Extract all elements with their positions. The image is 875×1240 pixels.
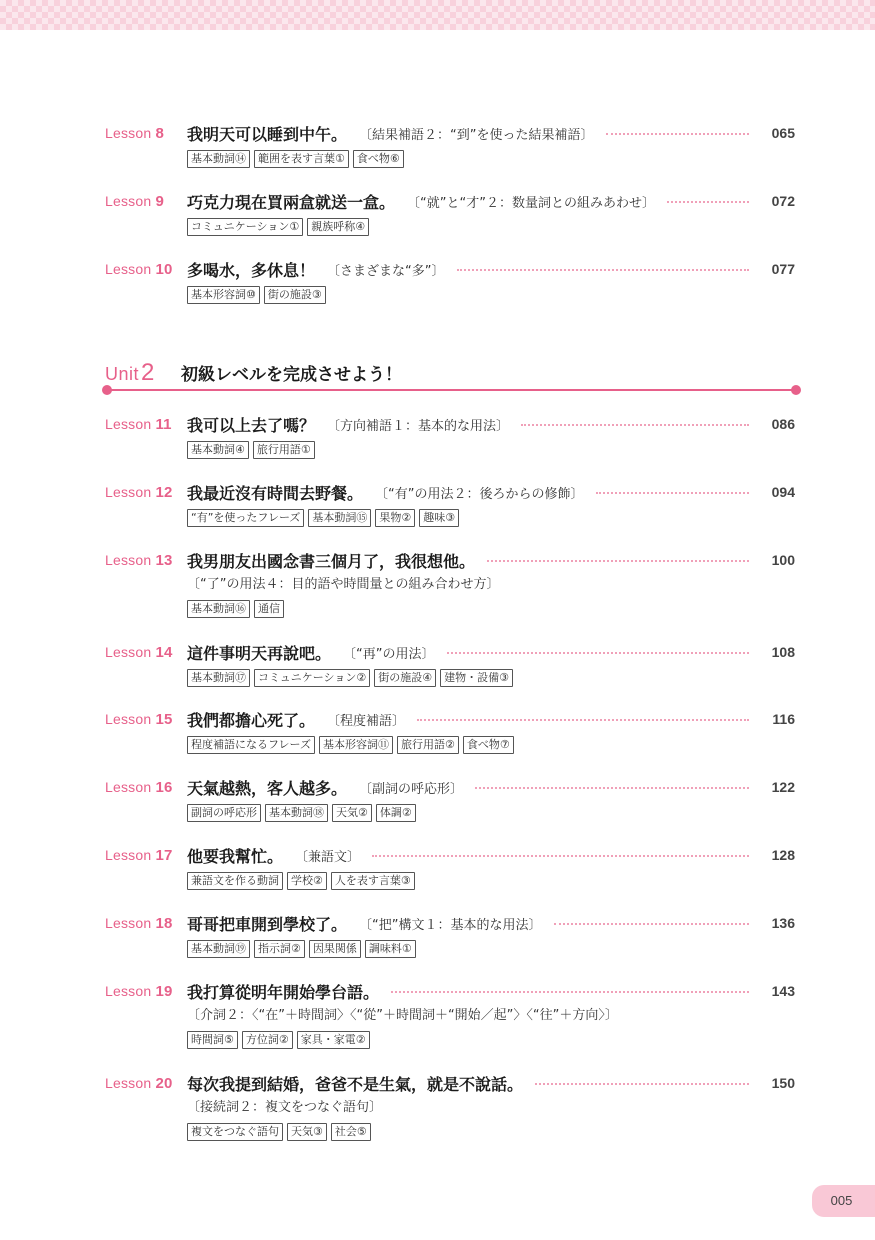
vocab-tag: 基本動詞⑰	[187, 669, 250, 687]
vocab-tag: 基本形容詞⑪	[319, 736, 393, 754]
vocab-tag: 食べ物⑥	[353, 150, 404, 168]
vocab-tags	[187, 872, 795, 890]
lesson-number: Lesson 17	[105, 846, 173, 864]
lesson-title: 我可以上去了嗎？	[187, 415, 316, 435]
lesson-number: Lesson 14	[105, 643, 173, 661]
vocab-tag: 街の施設④	[374, 669, 436, 687]
unit-title: 初級レベルを完成させよう！	[181, 365, 402, 385]
lesson-entry-11[interactable]	[105, 412, 795, 459]
leader-dots	[391, 991, 749, 993]
vocab-tags	[187, 736, 795, 754]
lesson-grammar-note: 〔“有”の用法２：後ろからの修飾〕	[375, 486, 584, 502]
vocab-tags	[187, 1031, 795, 1049]
lesson-page-number: 136	[771, 915, 795, 931]
vocab-tag: “有”を使ったフレーズ	[187, 509, 304, 527]
lesson-title: 他要我幫忙。	[187, 846, 284, 866]
lesson-page-number: 108	[771, 644, 795, 660]
vocab-tag: 複文をつなぐ語句	[187, 1123, 283, 1141]
lesson-title: 每次我提到結婚，爸爸不是生氣，就是不說話。	[187, 1074, 524, 1094]
leader-dots	[554, 923, 750, 925]
lesson-entry-18[interactable]	[105, 911, 795, 958]
unit-divider-dot-left	[102, 385, 112, 395]
lesson-page-number: 150	[771, 1075, 795, 1091]
lesson-page-number: 143	[771, 983, 795, 999]
vocab-tag: 食べ物⑦	[463, 736, 514, 754]
lesson-entry-9[interactable]	[105, 189, 795, 236]
lesson-number: Lesson 9	[105, 192, 164, 210]
leader-dots	[535, 1083, 749, 1085]
vocab-tag: 基本動詞⑯	[187, 600, 250, 618]
lesson-entry-17[interactable]	[105, 843, 795, 890]
lesson-number: Lesson 11	[105, 415, 172, 433]
leader-dots	[475, 787, 749, 789]
vocab-tag: 趣味③	[419, 509, 459, 527]
vocab-tag: 副詞の呼応形	[187, 804, 261, 822]
vocab-tag: 基本動詞⑱	[265, 804, 328, 822]
vocab-tag: 調味料①	[365, 940, 416, 958]
lesson-number: Lesson 20	[105, 1074, 173, 1092]
vocab-tag: 基本形容詞⑩	[187, 286, 260, 304]
lesson-title: 哥哥把車開到學校了。	[187, 914, 348, 934]
lesson-entry-14[interactable]	[105, 640, 795, 687]
lesson-grammar-note: 〔介詞２：〈“在”＋時間詞〉〈“從”＋時間詞＋“開始／起”〉〈“往”＋方向〉〕	[187, 1008, 618, 1023]
vocab-tag: 基本動詞④	[187, 441, 249, 459]
lesson-number: Lesson 18	[105, 914, 173, 932]
vocab-tag: 因果関係	[309, 940, 361, 958]
leader-dots	[667, 201, 749, 203]
lesson-page-number: 100	[771, 552, 795, 568]
unit-label: Unit2	[105, 359, 155, 386]
lesson-number: Lesson 15	[105, 710, 173, 728]
lesson-page-number: 116	[772, 711, 795, 727]
lesson-title: 天氣越熱，客人越多。	[187, 778, 348, 798]
checkered-header-band	[0, 0, 875, 30]
leader-dots	[596, 492, 750, 494]
unit-divider-dot-right	[791, 385, 801, 395]
lesson-page-number: 094	[771, 484, 795, 500]
lesson-entry-19[interactable]	[105, 979, 795, 1049]
lesson-entry-10[interactable]	[105, 257, 795, 304]
vocab-tags	[187, 509, 795, 527]
lesson-grammar-note: 〔“就”と“才”２：数量詞との組みあわせ〕	[407, 195, 655, 211]
leader-dots	[457, 269, 750, 271]
vocab-tag: 旅行用語①	[253, 441, 315, 459]
lesson-page-number: 077	[771, 261, 795, 277]
lesson-title: 我最近沒有時間去野餐。	[187, 483, 364, 503]
vocab-tag: コミュニケーション①	[187, 218, 303, 236]
lesson-page-number: 122	[771, 779, 795, 795]
vocab-tag: 天気②	[332, 804, 372, 822]
lesson-page-number: 128	[771, 847, 795, 863]
lesson-title: 這件事明天再說吧。	[187, 643, 332, 663]
lesson-grammar-note: 〔結果補語２：“到”を使った結果補語〕	[359, 127, 594, 143]
lesson-grammar-note: 〔兼語文〕	[295, 849, 361, 865]
vocab-tag: 範囲を表す言葉①	[254, 150, 349, 168]
vocab-tags	[187, 441, 795, 459]
vocab-tag: 時間詞⑤	[187, 1031, 238, 1049]
vocab-tags	[187, 218, 795, 236]
vocab-tag: 親族呼称④	[307, 218, 369, 236]
lesson-grammar-note: 〔接続詞２：複文をつなぐ語句〕	[187, 1100, 383, 1115]
vocab-tag: 基本動詞⑭	[187, 150, 250, 168]
lesson-title: 我男朋友出國念書三個月了，我很想他。	[187, 551, 476, 571]
lesson-number: Lesson 13	[105, 551, 173, 569]
vocab-tag: コミュニケーション②	[254, 669, 370, 687]
lesson-entry-15[interactable]	[105, 707, 795, 754]
vocab-tag: 通信	[254, 600, 284, 618]
lesson-grammar-note: 〔“了”の用法４：目的語や時間量との組み合わせ方〕	[187, 577, 500, 592]
vocab-tags	[187, 669, 795, 687]
vocab-tag: 建物・設備③	[440, 669, 513, 687]
vocab-tags	[187, 804, 795, 822]
vocab-tag: 体調②	[376, 804, 416, 822]
lesson-entry-16[interactable]	[105, 775, 795, 822]
vocab-tag: 方位詞②	[242, 1031, 293, 1049]
lesson-number: Lesson 12	[105, 483, 173, 501]
leader-dots	[606, 133, 750, 135]
lesson-title: 我打算從明年開始學台語。	[187, 982, 380, 1002]
lesson-page-number: 072	[771, 193, 795, 209]
vocab-tag: 人を表す言葉③	[331, 872, 415, 890]
vocab-tag: 学校②	[287, 872, 327, 890]
page-number-tab: 005	[812, 1185, 875, 1217]
lesson-number: Lesson 16	[105, 778, 173, 796]
lesson-grammar-note: 〔“把”構文１：基本的な用法〕	[359, 917, 542, 933]
lesson-grammar-note: 〔副詞の呼応形〕	[359, 781, 464, 797]
vocab-tag: 社会⑤	[331, 1123, 371, 1141]
lesson-grammar-note: 〔方向補語１：基本的な用法〕	[327, 418, 510, 434]
vocab-tag: 家具・家電②	[297, 1031, 370, 1049]
lesson-number: Lesson 10	[105, 260, 173, 278]
lesson-page-number: 086	[771, 416, 795, 432]
lesson-entry-8[interactable]	[105, 121, 795, 168]
vocab-tag: 程度補語になるフレーズ	[187, 736, 315, 754]
lesson-entry-12[interactable]	[105, 480, 795, 527]
vocab-tag: 旅行用語②	[397, 736, 459, 754]
leader-dots	[447, 652, 750, 654]
vocab-tags	[187, 150, 795, 168]
leader-dots	[521, 424, 749, 426]
vocab-tag: 街の施設③	[264, 286, 326, 304]
lesson-title: 多喝水，多休息！	[187, 260, 316, 280]
leader-dots	[487, 560, 749, 562]
vocab-tags	[187, 940, 795, 958]
unit-divider-line	[105, 389, 797, 391]
vocab-tag: 果物②	[375, 509, 415, 527]
lesson-title: 我們都擔心死了。	[187, 710, 316, 730]
lesson-title: 巧克力現在買兩盒就送一盒。	[187, 192, 396, 212]
lesson-grammar-note: 〔“再”の用法〕	[343, 646, 435, 662]
lesson-title: 我明天可以睡到中午。	[187, 124, 348, 144]
leader-dots	[372, 855, 749, 857]
vocab-tag: 基本動詞⑮	[308, 509, 371, 527]
lesson-number: Lesson 19	[105, 982, 173, 1000]
vocab-tags	[187, 600, 795, 618]
lesson-grammar-note: 〔さまざまな“多”〕	[327, 263, 445, 279]
lesson-page-number: 065	[771, 125, 795, 141]
vocab-tag: 指示詞②	[254, 940, 305, 958]
unit-header	[105, 355, 805, 395]
vocab-tags	[187, 286, 795, 304]
vocab-tag: 天気③	[287, 1123, 327, 1141]
vocab-tag: 兼語文を作る動詞	[187, 872, 283, 890]
lesson-grammar-note: 〔程度補語〕	[327, 713, 406, 729]
lesson-number: Lesson 8	[105, 124, 164, 142]
vocab-tag: 基本動詞⑲	[187, 940, 250, 958]
vocab-tags	[187, 1123, 795, 1141]
lesson-entry-13[interactable]	[105, 548, 795, 618]
lesson-entry-20[interactable]	[105, 1071, 795, 1141]
leader-dots	[417, 719, 749, 721]
